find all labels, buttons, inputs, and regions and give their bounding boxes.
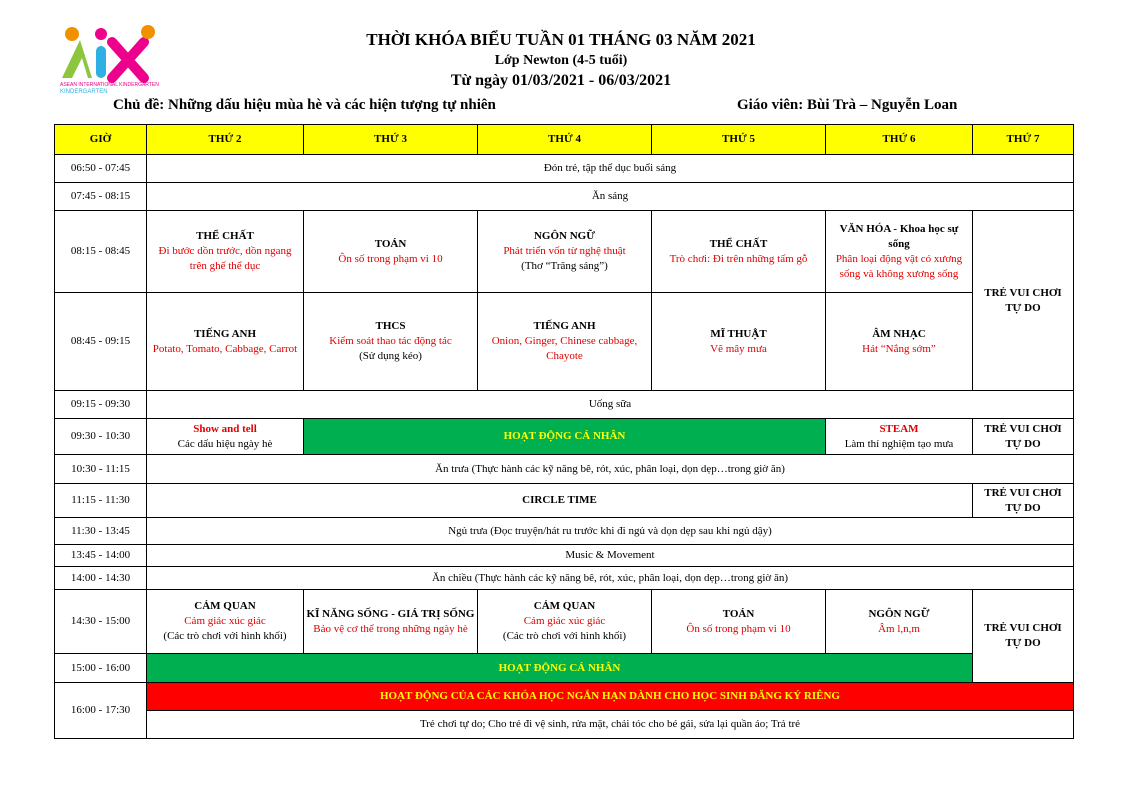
activity-cell: Ngủ trưa (Đọc truyện/hát ru trước khi đi ngủ và dọn dẹp sau khi ngủ dậy) xyxy=(147,518,1074,545)
detail: Ôn số trong phạm vi 10 xyxy=(338,252,443,265)
table-row xyxy=(55,590,1074,654)
subject: THỂ CHẤT xyxy=(196,230,254,242)
detail: Cảm giác xúc giác xyxy=(523,615,606,627)
detail: Trò chơi: Đi trên những tấm gỗ xyxy=(669,252,808,265)
table-row xyxy=(55,455,1074,484)
table-row xyxy=(55,711,1074,739)
lesson-cell xyxy=(478,211,652,293)
subject: VĂN HÓA - Khoa học sự sống xyxy=(839,222,959,250)
lesson-cell xyxy=(304,590,478,654)
topic-line: Chủ đề: Những dấu hiệu mùa hè và các hiện tượng tự nhiên xyxy=(113,97,496,113)
col-thu: THỨ 5 xyxy=(652,125,826,155)
lesson-cell xyxy=(147,419,304,455)
subject: Show and tell xyxy=(193,422,257,435)
col-tue: THỨ 3 xyxy=(304,125,478,155)
col-fri: THỨ 6 xyxy=(826,125,973,155)
note: (Các trò chơi với hình khối) xyxy=(502,630,627,642)
table-row xyxy=(55,391,1074,419)
subject: NGÔN NGỮ xyxy=(533,230,595,242)
schedule-title: THỜI KHÓA BIỂU TUẦN 01 THÁNG 03 NĂM 2021 xyxy=(366,30,756,49)
time-cell: 07:45 - 08:15 xyxy=(55,183,147,211)
activity-cell: Ăn chiều (Thực hành các kỹ năng bê, rót, xúc, phân loại, dọn dẹp…trong giờ ăn) xyxy=(147,567,1074,590)
col-mon: THỨ 2 xyxy=(147,125,304,155)
detail: Đi bước dồn trước, dồn ngang trên ghế thể dục xyxy=(158,245,292,272)
note: (Sử dụng kéo) xyxy=(359,350,422,362)
activity-cell: Uống sữa xyxy=(147,391,1074,419)
timetable xyxy=(54,124,1074,739)
subject: STEAM xyxy=(879,422,919,435)
time-cell: 13:45 - 14:00 xyxy=(55,545,147,567)
time-cell: 08:15 - 08:45 xyxy=(55,211,147,293)
free-play-cell: TRẺ VUI CHƠI TỰ DO xyxy=(973,484,1074,518)
time-cell: 11:15 - 11:30 xyxy=(55,484,147,518)
detail: Cảm giác xúc giác xyxy=(184,615,266,627)
subject: THCS xyxy=(375,320,406,332)
table-row xyxy=(55,683,1074,711)
note: (Các trò chơi với hình khối) xyxy=(163,630,287,642)
header-row xyxy=(55,125,1074,155)
lesson-cell xyxy=(478,590,652,654)
detail: Âm l,n,m xyxy=(878,622,920,635)
time-cell: 11:30 - 13:45 xyxy=(55,518,147,545)
detail: Phát triển vốn từ nghệ thuật xyxy=(503,245,626,257)
circle-time-cell: CIRCLE TIME xyxy=(147,484,973,518)
lesson-cell xyxy=(652,211,826,293)
detail: Kiểm soát thao tác động tác xyxy=(329,335,452,347)
detail: Onion, Ginger, Chinese cabbage, Chayote xyxy=(491,335,638,362)
lesson-cell xyxy=(826,590,973,654)
table-row xyxy=(55,654,1074,683)
free-play-cell: TRẺ VUI CHƠI TỰ DO xyxy=(973,419,1074,455)
col-time: GIỜ xyxy=(55,125,147,155)
logo-text: ASEAN INTERNATIONAL KINDERGARTEN xyxy=(60,82,159,88)
detail: Potato, Tomato, Cabbage, Carrot xyxy=(152,342,298,355)
subject: NGÔN NGỮ xyxy=(868,607,930,620)
subject: CẢM QUAN xyxy=(194,600,256,612)
subject: THỂ CHẤT xyxy=(709,237,768,250)
time-cell: 14:30 - 15:00 xyxy=(55,590,147,654)
free-play-cell: TRẺ VUI CHƠI TỰ DO xyxy=(973,211,1074,391)
lesson-cell xyxy=(826,293,973,391)
subject: ÂM NHẠC xyxy=(872,327,926,340)
free-play-cell: TRẺ VUI CHƠI TỰ DO xyxy=(973,590,1074,683)
detail: Các dấu hiệu ngày hè xyxy=(177,437,273,450)
detail: Hát “Nắng sớm” xyxy=(862,342,936,355)
activity-cell: Music & Movement xyxy=(147,545,1074,567)
activity-cell: Trẻ chơi tự do; Cho trẻ đi vệ sinh, rửa mặt, chải tóc cho bé gái, sửa lại quần áo; Trả trẻ xyxy=(147,711,1074,739)
detail: Bảo vệ cơ thể trong những ngày hè xyxy=(313,622,468,635)
col-wed: THỨ 4 xyxy=(478,125,652,155)
activity-cell: Ăn sáng xyxy=(147,183,1074,211)
lesson-cell xyxy=(478,293,652,391)
table-row xyxy=(55,545,1074,567)
time-cell: 16:00 - 17:30 xyxy=(55,683,147,739)
table-row xyxy=(55,419,1074,455)
activity-cell: Đón trẻ, tập thể dục buổi sáng xyxy=(147,155,1074,183)
table-row xyxy=(55,211,1074,293)
subject: TOÁN xyxy=(722,607,755,620)
table-row xyxy=(55,518,1074,545)
individual-activity-bar: HOẠT ĐỘNG CÁ NHÂN xyxy=(147,654,973,683)
time-cell: 08:45 - 09:15 xyxy=(55,293,147,391)
lesson-cell xyxy=(652,590,826,654)
short-course-bar: HOẠT ĐỘNG CỦA CÁC KHÓA HỌC NGẮN HẠN DÀNH CHO HỌC SINH ĐĂNG KÝ RIÊNG xyxy=(147,683,1074,711)
lesson-cell xyxy=(652,293,826,391)
detail: Ôn số trong phạm vi 10 xyxy=(686,622,791,635)
class-name: Lớp Newton (4-5 tuổi) xyxy=(494,53,628,68)
note: (Thơ “Trăng sáng”) xyxy=(521,260,608,272)
subject: TIẾNG ANH xyxy=(533,320,596,332)
subject: CẢM QUAN xyxy=(533,600,596,612)
detail: Phân loại động vật có xương sống và không xương sống xyxy=(835,252,963,280)
teacher-line: Giáo viên: Bùi Trà – Nguyễn Loan xyxy=(737,97,958,113)
lesson-cell xyxy=(304,293,478,391)
lesson-cell xyxy=(147,293,304,391)
subject: TIẾNG ANH xyxy=(193,327,257,340)
table-row xyxy=(55,567,1074,590)
time-cell: 09:15 - 09:30 xyxy=(55,391,147,419)
date-range: Từ ngày 01/03/2021 - 06/03/2021 xyxy=(450,72,672,89)
detail: Vẽ mây mưa xyxy=(710,342,767,355)
time-cell: 15:00 - 16:00 xyxy=(55,654,147,683)
activity-cell: Ăn trưa (Thực hành các kỹ năng bê, rót, xúc, phân loại, dọn dẹp…trong giờ ăn) xyxy=(147,455,1074,484)
lesson-cell xyxy=(826,419,973,455)
table-row xyxy=(55,155,1074,183)
lesson-cell xyxy=(147,590,304,654)
subject: MĨ THUẬT xyxy=(710,327,767,340)
time-cell: 09:30 - 10:30 xyxy=(55,419,147,455)
col-sat: THỨ 7 xyxy=(973,125,1074,155)
time-cell: 06:50 - 07:45 xyxy=(55,155,147,183)
lesson-cell xyxy=(826,211,973,293)
time-cell: 10:30 - 11:15 xyxy=(55,455,147,484)
individual-activity-bar: HOẠT ĐỘNG CÁ NHÂN xyxy=(304,419,826,455)
svg-text:KINDERGARTEN: KINDERGARTEN xyxy=(60,89,108,94)
table-row xyxy=(55,293,1074,391)
table-row xyxy=(55,484,1074,518)
subject: TOÁN xyxy=(374,237,407,250)
time-cell: 14:00 - 14:30 xyxy=(55,567,147,590)
detail: Làm thí nghiệm tạo mưa xyxy=(844,437,954,450)
subject: KĨ NĂNG SỐNG - GIÁ TRỊ SỐNG xyxy=(306,607,475,620)
lesson-cell xyxy=(304,211,478,293)
lesson-cell xyxy=(147,211,304,293)
table-row xyxy=(55,183,1074,211)
